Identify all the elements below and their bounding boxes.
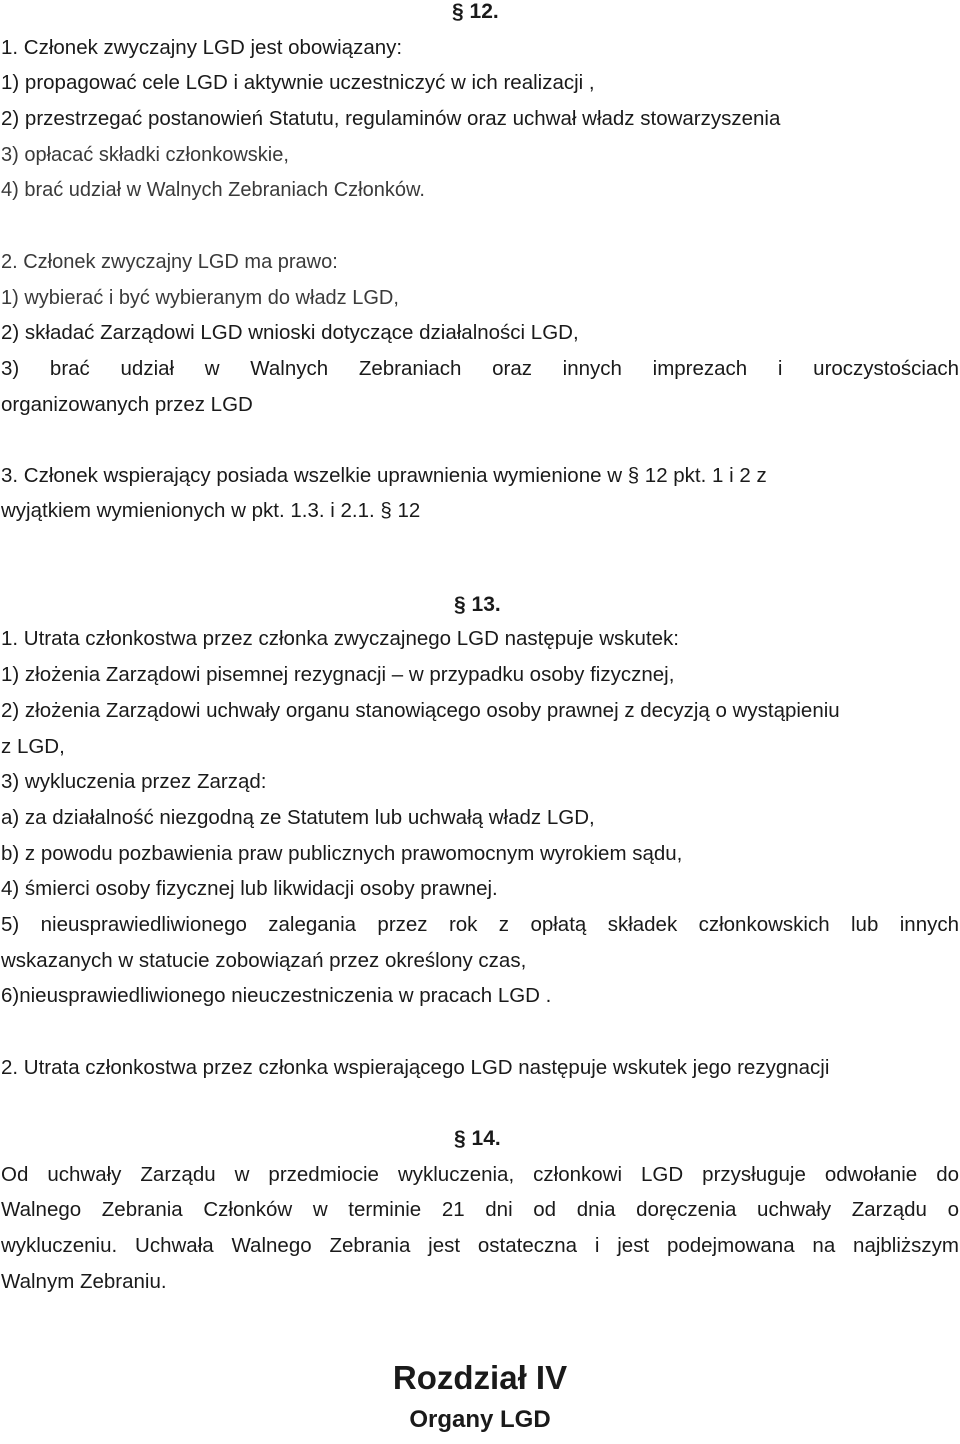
s14-line-3: wykluczeniu. Uchwała Walnego Zebrania jest ostateczna i jest podejmowana na najbliższym [1, 1234, 959, 1257]
s13-p1-item-1: 1) złożenia Zarządowi pisemnej rezygnacji – w przypadku osoby fizycznej, [1, 663, 675, 686]
s12-p1-item-2: 2) przestrzegać postanowień Statutu, regulaminów oraz uchwał władz stowarzyszenia [1, 107, 781, 130]
s13-p1-item-5-cont: wskazanych w statucie zobowiązań przez określony czas, [1, 949, 527, 972]
s14-line-4: Walnym Zebraniu. [1, 1270, 167, 1293]
s13-p1-intro: 1. Utrata członkostwa przez członka zwyczajnego LGD następuje wskutek: [1, 627, 679, 650]
s12-p1-intro: 1. Członek zwyczajny LGD jest obowiązany: [1, 36, 403, 59]
s13-p1-item-3b: b) z powodu pozbawienia praw publicznych prawomocnym wyrokiem sądu, [1, 842, 683, 865]
s13-p2: 2. Utrata członkostwa przez członka wspierającego LGD następuje wskutek jego rezygnacji [1, 1056, 830, 1079]
section-12-heading: § 12. [452, 0, 499, 23]
s12-p1-item-3: 3) opłacać składki członkowskie, [1, 144, 289, 166]
chapter-subtitle: Organy LGD [409, 1406, 551, 1433]
s12-p2-item-3-cont: organizowanych przez LGD [1, 393, 253, 416]
s13-p1-item-2: 2) złożenia Zarządowi uchwały organu stanowiącego osoby prawnej z decyzją o wystąpieniu [1, 699, 840, 722]
s12-p1-item-1: 1) propagować cele LGD i aktywnie uczestniczyć w ich realizacji , [1, 71, 595, 94]
s12-p2-item-3: 3) brać udział w Walnych Zebraniach oraz innych imprezach i uroczystościach [1, 357, 959, 380]
s13-p1-item-4: 4) śmierci osoby fizycznej lub likwidacji osoby prawnej. [1, 877, 498, 900]
section-14-heading: § 14. [454, 1127, 501, 1150]
s12-p3-line-2: wyjątkiem wymienionych w pkt. 1.3. i 2.1. § 12 [1, 499, 421, 522]
s13-p1-item-3a: a) za działalność niezgodną ze Statutem lub uchwałą władz LGD, [1, 806, 595, 829]
chapter-title: Rozdział IV [392, 1359, 568, 1396]
s12-p1-item-4: 4) brać udział w Walnych Zebraniach Członków. [1, 179, 425, 201]
s12-p2-item-2: 2) składać Zarządowi LGD wnioski dotyczące działalności LGD, [1, 321, 579, 344]
s12-p2-item-1: 1) wybierać i być wybieranym do władz LGD, [1, 287, 399, 309]
s14-line-1: Od uchwały Zarządu w przedmiocie wykluczenia, członkowi LGD przysługuje odwołanie do [1, 1163, 959, 1186]
section-13-heading: § 13. [454, 593, 501, 616]
s14-line-2: Walnego Zebrania Członków w terminie 21 dni od dnia doręczenia uchwały Zarządu o [1, 1198, 959, 1221]
s13-p1-item-5: 5) nieusprawiedliwionego zalegania przez rok z opłatą składek członkowskich lub innych [1, 913, 959, 936]
s13-p1-item-2-cont: z LGD, [1, 735, 65, 758]
s12-p2-intro: 2. Członek zwyczajny LGD ma prawo: [1, 251, 338, 273]
s13-p1-item-6: 6)nieusprawiedliwionego nieuczestniczenia w pracach LGD . [1, 984, 552, 1007]
s12-p3-line-1: 3. Członek wspierający posiada wszelkie uprawnienia wymienione w § 12 pkt. 1 i 2 z [1, 464, 767, 487]
s13-p1-item-3: 3) wykluczenia przez Zarząd: [1, 770, 267, 793]
